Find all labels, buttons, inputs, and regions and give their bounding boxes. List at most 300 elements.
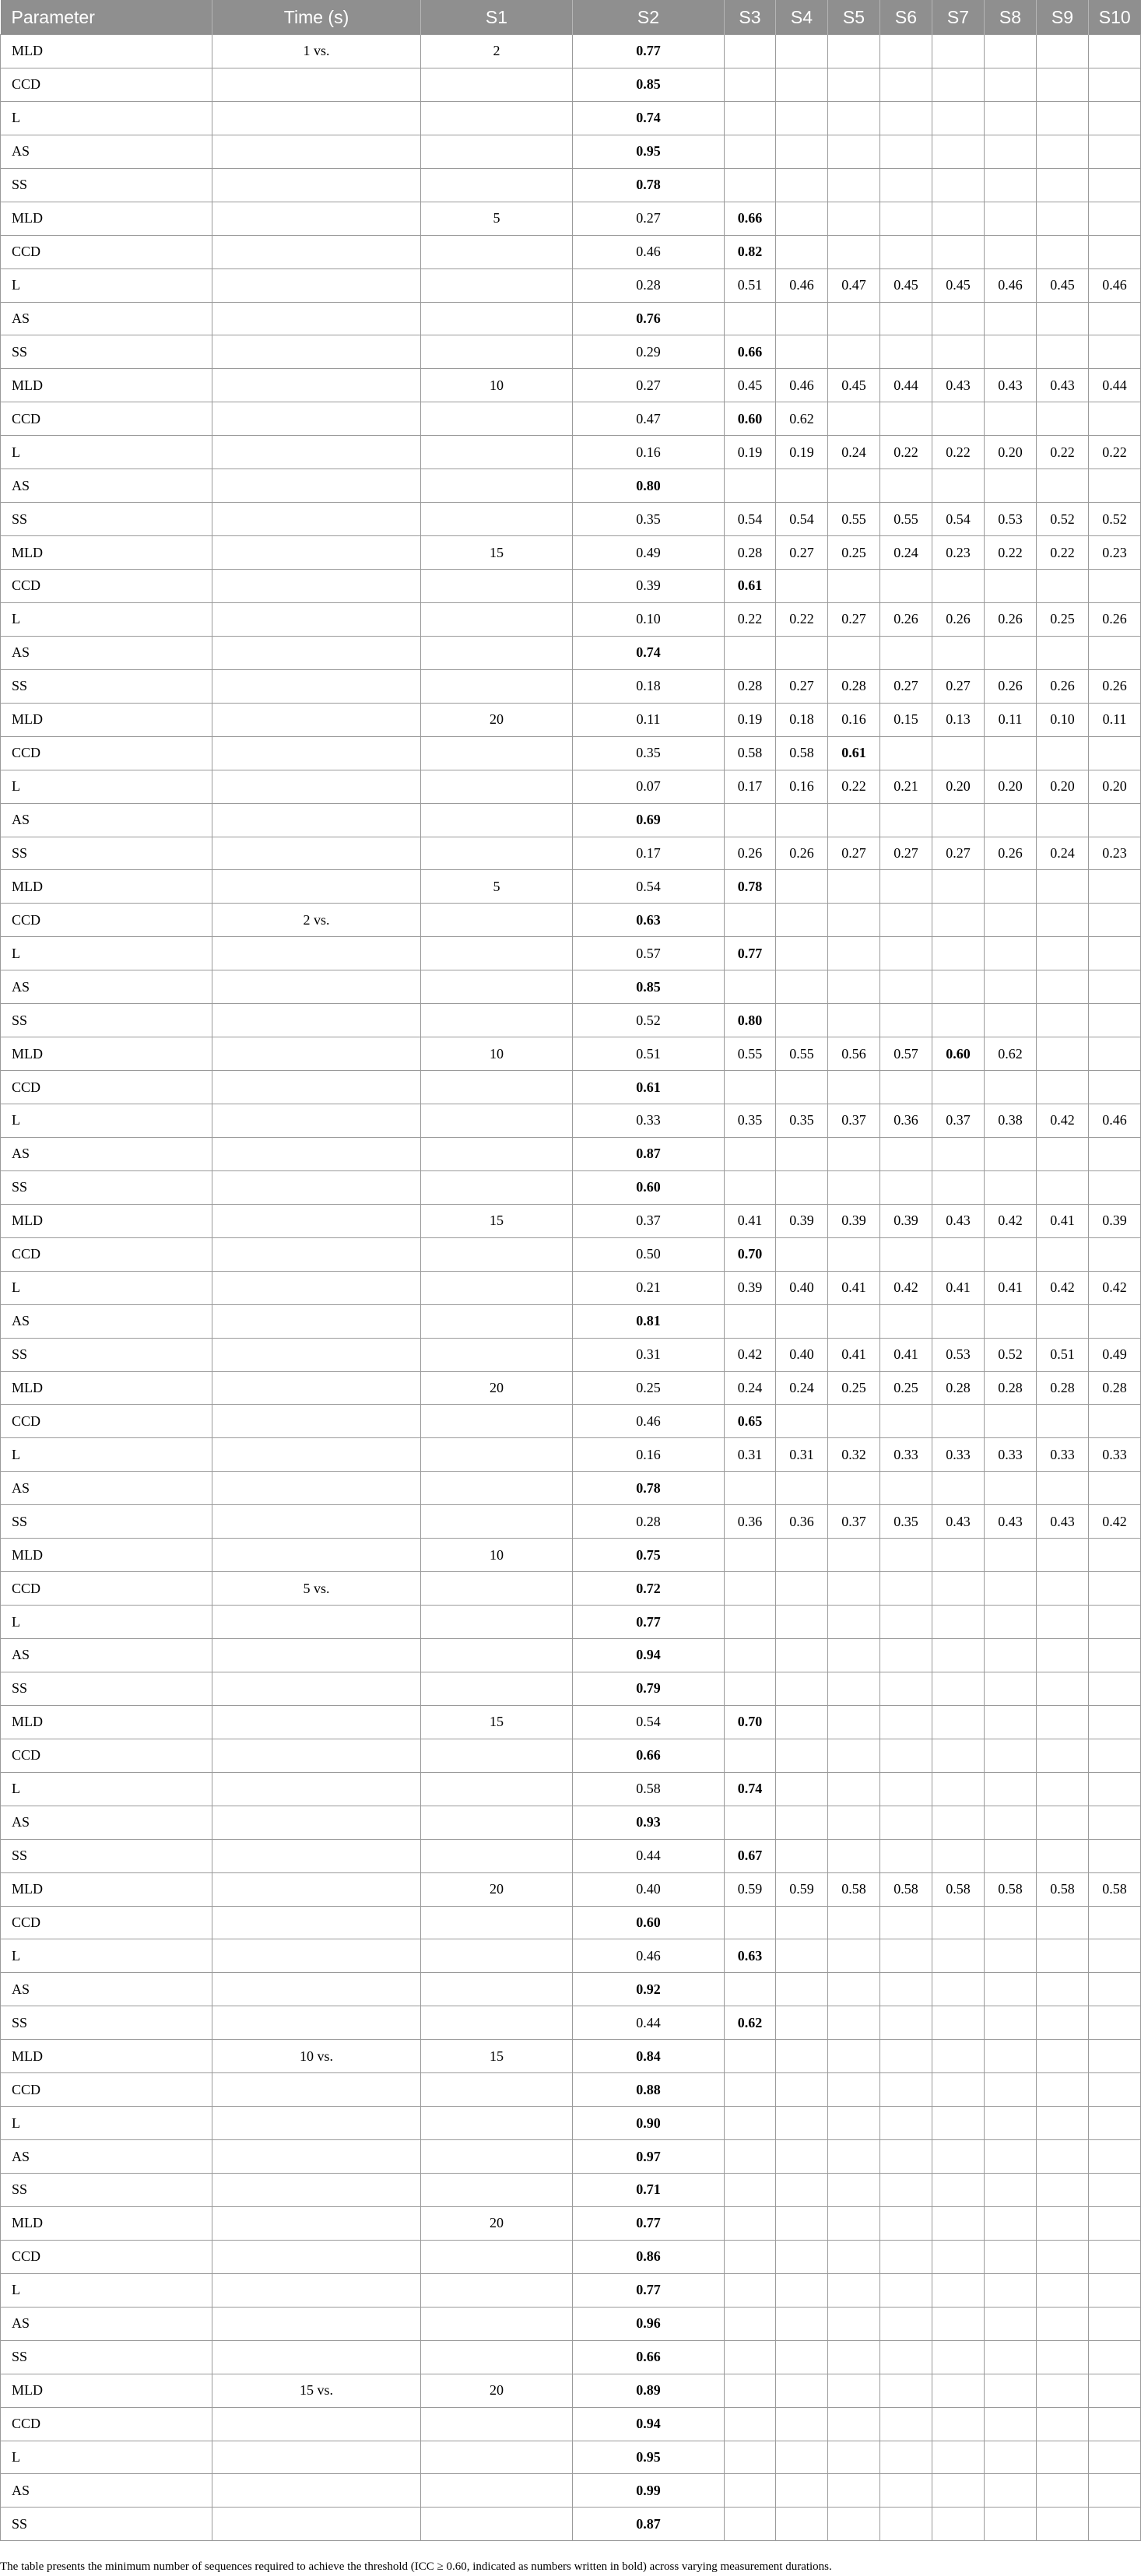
cell-s1 (421, 2240, 573, 2273)
cell-s5: 0.47 (828, 268, 880, 302)
cell-s3: 0.26 (725, 837, 776, 870)
cell-s9 (1037, 1539, 1089, 1572)
cell-s8 (985, 937, 1037, 970)
cell-s8 (985, 1405, 1037, 1438)
table-row (1, 1338, 1141, 1371)
header-s6: S6 (880, 0, 932, 35)
table-row (1, 803, 1141, 837)
cell-s5 (828, 2240, 880, 2273)
cell-parameter: CCD (1, 736, 212, 770)
cell-s6 (880, 168, 932, 202)
cell-time (212, 1772, 421, 1806)
cell-s8 (985, 2340, 1037, 2374)
cell-s4 (776, 2273, 828, 2307)
cell-s9 (1037, 302, 1089, 335)
cell-s1 (421, 1137, 573, 1170)
table-row (1, 2006, 1141, 2040)
cell-s3: 0.35 (725, 1104, 776, 1138)
cell-s10 (1089, 2407, 1141, 2441)
cell-s4 (776, 870, 828, 904)
cell-s9: 0.45 (1037, 268, 1089, 302)
cell-s5 (828, 2407, 880, 2441)
cell-s5 (828, 636, 880, 669)
cell-s8: 0.43 (985, 369, 1037, 402)
cell-time (212, 970, 421, 1004)
table-row (1, 268, 1141, 302)
table-row (1, 870, 1141, 904)
cell-s2: 0.88 (573, 2073, 725, 2107)
cell-s6 (880, 1705, 932, 1739)
cell-s2: 0.50 (573, 1237, 725, 1271)
cell-time (212, 1271, 421, 1304)
cell-s4: 0.54 (776, 503, 828, 536)
cell-s3: 0.31 (725, 1438, 776, 1472)
cell-s2: 0.66 (573, 1739, 725, 1772)
cell-s10 (1089, 302, 1141, 335)
cell-time (212, 1839, 421, 1872)
table-row (1, 302, 1141, 335)
cell-s8 (985, 1472, 1037, 1505)
cell-time (212, 1639, 421, 1672)
cell-s4 (776, 2307, 828, 2340)
cell-s5 (828, 2307, 880, 2340)
cell-s7 (932, 2140, 985, 2174)
cell-s2: 0.44 (573, 2006, 725, 2040)
cell-s10 (1089, 2273, 1141, 2307)
cell-time: 1 vs. (212, 35, 421, 68)
cell-s8: 0.22 (985, 536, 1037, 570)
cell-s5 (828, 402, 880, 436)
cell-s2: 0.27 (573, 369, 725, 402)
cell-s5 (828, 2040, 880, 2073)
cell-parameter: SS (1, 1338, 212, 1371)
cell-s1: 15 (421, 1705, 573, 1739)
cell-s2: 0.16 (573, 436, 725, 469)
cell-s7 (932, 1739, 985, 1772)
cell-s5 (828, 2006, 880, 2040)
cell-parameter: AS (1, 803, 212, 837)
cell-s7: 0.43 (932, 369, 985, 402)
cell-s1 (421, 770, 573, 803)
cell-s9: 0.43 (1037, 1505, 1089, 1539)
table-row (1, 669, 1141, 703)
cell-s10 (1089, 2073, 1141, 2107)
cell-s6 (880, 803, 932, 837)
cell-s4: 0.27 (776, 536, 828, 570)
cell-s5: 0.58 (828, 1872, 880, 1906)
cell-s1 (421, 402, 573, 436)
cell-s3 (725, 2240, 776, 2273)
cell-s3: 0.17 (725, 770, 776, 803)
cell-s8 (985, 469, 1037, 503)
cell-s6 (880, 1939, 932, 1973)
cell-s2: 0.92 (573, 1973, 725, 2006)
cell-time (212, 837, 421, 870)
cell-s10 (1089, 101, 1141, 135)
cell-s4 (776, 2040, 828, 2073)
cell-parameter: AS (1, 1304, 212, 1338)
cell-s3 (725, 2140, 776, 2174)
cell-s10 (1089, 636, 1141, 669)
cell-s9 (1037, 1405, 1089, 1438)
cell-s3 (725, 2073, 776, 2107)
cell-s7 (932, 35, 985, 68)
cell-s6: 0.24 (880, 536, 932, 570)
cell-s5 (828, 235, 880, 268)
cell-s5: 0.37 (828, 1104, 880, 1138)
cell-s10 (1089, 1939, 1141, 1973)
cell-s1 (421, 970, 573, 1004)
cell-s8: 0.11 (985, 703, 1037, 736)
cell-s8 (985, 2240, 1037, 2273)
cell-time (212, 402, 421, 436)
cell-s1 (421, 2441, 573, 2474)
cell-s1 (421, 2107, 573, 2140)
cell-s9 (1037, 469, 1089, 503)
cell-s6 (880, 1572, 932, 1606)
cell-s1: 15 (421, 1204, 573, 1237)
cell-s9 (1037, 235, 1089, 268)
cell-parameter: CCD (1, 68, 212, 101)
cell-time (212, 1438, 421, 1472)
cell-s3 (725, 636, 776, 669)
cell-s6 (880, 904, 932, 937)
cell-s3 (725, 1170, 776, 1204)
cell-s3 (725, 1973, 776, 2006)
cell-s5 (828, 1939, 880, 1973)
cell-time (212, 1004, 421, 1037)
cell-parameter: SS (1, 1505, 212, 1539)
cell-s7 (932, 1572, 985, 1606)
cell-s8: 0.28 (985, 1371, 1037, 1405)
cell-parameter: CCD (1, 570, 212, 603)
cell-s3 (725, 469, 776, 503)
cell-s8 (985, 1739, 1037, 1772)
cell-s1: 20 (421, 703, 573, 736)
cell-s5: 0.61 (828, 736, 880, 770)
cell-parameter: MLD (1, 202, 212, 235)
cell-s9 (1037, 570, 1089, 603)
cell-s5 (828, 803, 880, 837)
cell-s1: 20 (421, 1872, 573, 1906)
cell-s5 (828, 469, 880, 503)
cell-s6: 0.35 (880, 1505, 932, 1539)
cell-s10 (1089, 1137, 1141, 1170)
cell-s1 (421, 1271, 573, 1304)
cell-s8 (985, 2140, 1037, 2174)
cell-s1 (421, 1438, 573, 1472)
cell-time (212, 2206, 421, 2240)
cell-s7 (932, 2407, 985, 2441)
cell-s2: 0.25 (573, 1371, 725, 1405)
cell-s2: 0.11 (573, 703, 725, 736)
cell-s9: 0.22 (1037, 536, 1089, 570)
cell-s6: 0.58 (880, 1872, 932, 1906)
cell-s5 (828, 2340, 880, 2374)
cell-s7 (932, 2273, 985, 2307)
cell-time (212, 703, 421, 736)
cell-s3 (725, 1071, 776, 1104)
cell-s8 (985, 202, 1037, 235)
table-row (1, 1237, 1141, 1271)
cell-s6 (880, 1137, 932, 1170)
cell-time (212, 2508, 421, 2541)
cell-s6: 0.36 (880, 1104, 932, 1138)
cell-time (212, 1472, 421, 1505)
cell-s8 (985, 302, 1037, 335)
cell-s7 (932, 1839, 985, 1872)
cell-time (212, 2307, 421, 2340)
cell-s3 (725, 68, 776, 101)
cell-parameter: CCD (1, 2407, 212, 2441)
cell-parameter: SS (1, 1839, 212, 1872)
cell-s5 (828, 1405, 880, 1438)
cell-s6: 0.42 (880, 1271, 932, 1304)
table-row (1, 1505, 1141, 1539)
cell-s10 (1089, 736, 1141, 770)
cell-s2: 0.94 (573, 2407, 725, 2441)
cell-s2: 0.57 (573, 937, 725, 970)
cell-s7 (932, 1237, 985, 1271)
cell-s3 (725, 2273, 776, 2307)
cell-s10 (1089, 1405, 1141, 1438)
cell-s10: 0.28 (1089, 1371, 1141, 1405)
table-row (1, 2508, 1141, 2541)
cell-s3 (725, 2340, 776, 2374)
cell-s6 (880, 202, 932, 235)
cell-s9 (1037, 1839, 1089, 1872)
cell-s5 (828, 2174, 880, 2207)
cell-s2: 0.95 (573, 135, 725, 168)
cell-s6 (880, 1472, 932, 1505)
cell-s4 (776, 335, 828, 369)
table-row (1, 2307, 1141, 2340)
cell-s1: 20 (421, 2206, 573, 2240)
cell-parameter: AS (1, 135, 212, 168)
cell-s4 (776, 35, 828, 68)
cell-s1 (421, 570, 573, 603)
cell-s6 (880, 1772, 932, 1806)
cell-s10: 0.22 (1089, 436, 1141, 469)
cell-parameter: SS (1, 2174, 212, 2207)
table-row (1, 2174, 1141, 2207)
cell-s9: 0.22 (1037, 436, 1089, 469)
cell-s9 (1037, 803, 1089, 837)
cell-s10 (1089, 1472, 1141, 1505)
cell-s9 (1037, 2240, 1089, 2273)
cell-parameter: MLD (1, 1539, 212, 1572)
cell-s4 (776, 1004, 828, 1037)
cell-s3: 0.58 (725, 736, 776, 770)
cell-s3 (725, 2206, 776, 2240)
cell-s8 (985, 1806, 1037, 1839)
cell-s8: 0.26 (985, 837, 1037, 870)
table-row (1, 536, 1141, 570)
cell-s8: 0.53 (985, 503, 1037, 536)
cell-s6: 0.26 (880, 602, 932, 636)
header-s2: S2 (573, 0, 725, 35)
cell-s5 (828, 904, 880, 937)
cell-s3: 0.70 (725, 1237, 776, 1271)
cell-s6 (880, 2307, 932, 2340)
cell-s2: 0.99 (573, 2474, 725, 2508)
cell-time (212, 503, 421, 536)
cell-s10 (1089, 1004, 1141, 1037)
cell-s1: 20 (421, 1371, 573, 1405)
cell-s6: 0.25 (880, 1371, 932, 1405)
cell-s6 (880, 1806, 932, 1839)
cell-s10: 0.26 (1089, 602, 1141, 636)
cell-s5 (828, 1539, 880, 1572)
cell-s3: 0.24 (725, 1371, 776, 1405)
cell-s5 (828, 2273, 880, 2307)
cell-s6: 0.27 (880, 837, 932, 870)
cell-s7 (932, 2374, 985, 2407)
cell-s4: 0.40 (776, 1271, 828, 1304)
table-row (1, 2340, 1141, 2374)
cell-parameter: CCD (1, 1906, 212, 1939)
cell-s5: 0.32 (828, 1438, 880, 1472)
cell-s9 (1037, 2174, 1089, 2207)
cell-s3 (725, 2441, 776, 2474)
cell-s9 (1037, 2040, 1089, 2073)
cell-s9 (1037, 202, 1089, 235)
cell-s3 (725, 1572, 776, 1606)
cell-parameter: CCD (1, 402, 212, 436)
cell-parameter: L (1, 101, 212, 135)
cell-s8 (985, 970, 1037, 1004)
cell-s6 (880, 2374, 932, 2407)
cell-s5 (828, 1572, 880, 1606)
cell-s2: 0.47 (573, 402, 725, 436)
cell-parameter: MLD (1, 536, 212, 570)
cell-s7: 0.54 (932, 503, 985, 536)
cell-s7 (932, 302, 985, 335)
cell-s3 (725, 1539, 776, 1572)
cell-s1 (421, 335, 573, 369)
cell-s10 (1089, 1071, 1141, 1104)
cell-time (212, 1304, 421, 1338)
cell-s1 (421, 1606, 573, 1639)
cell-s6 (880, 1071, 932, 1104)
cell-s4 (776, 1973, 828, 2006)
cell-s3: 0.65 (725, 1405, 776, 1438)
cell-s5 (828, 1739, 880, 1772)
cell-s3: 0.74 (725, 1772, 776, 1806)
cell-s2: 0.95 (573, 2441, 725, 2474)
table-row (1, 602, 1141, 636)
table-row (1, 1271, 1141, 1304)
cell-s10 (1089, 2107, 1141, 2140)
cell-s1 (421, 235, 573, 268)
cell-time (212, 1705, 421, 1739)
cell-time (212, 2407, 421, 2441)
cell-time (212, 268, 421, 302)
cell-s6 (880, 101, 932, 135)
cell-parameter: CCD (1, 904, 212, 937)
cell-time: 5 vs. (212, 1572, 421, 1606)
cell-s2: 0.78 (573, 168, 725, 202)
cell-s7 (932, 1405, 985, 1438)
cell-s5: 0.41 (828, 1338, 880, 1371)
cell-s10: 0.49 (1089, 1338, 1141, 1371)
cell-parameter: AS (1, 1806, 212, 1839)
cell-s7 (932, 1004, 985, 1037)
cell-s6: 0.57 (880, 1037, 932, 1071)
cell-parameter: MLD (1, 703, 212, 736)
cell-s10: 0.20 (1089, 770, 1141, 803)
header-s4: S4 (776, 0, 828, 35)
cell-s8 (985, 2174, 1037, 2207)
cell-s10 (1089, 1639, 1141, 1672)
cell-s1 (421, 503, 573, 536)
cell-s5 (828, 2073, 880, 2107)
table-row (1, 1906, 1141, 1939)
cell-s3: 0.36 (725, 1505, 776, 1539)
cell-s6 (880, 1237, 932, 1271)
cell-s4 (776, 2240, 828, 2273)
cell-s5 (828, 2140, 880, 2174)
cell-s7 (932, 1939, 985, 1973)
cell-s8: 0.62 (985, 1037, 1037, 1071)
cell-s4 (776, 904, 828, 937)
cell-s9 (1037, 2307, 1089, 2340)
cell-s10 (1089, 202, 1141, 235)
cell-time (212, 1137, 421, 1170)
cell-s9 (1037, 2206, 1089, 2240)
cell-s10 (1089, 2508, 1141, 2541)
cell-s10: 0.58 (1089, 1872, 1141, 1906)
cell-s1 (421, 1004, 573, 1037)
cell-time (212, 1906, 421, 1939)
cell-s9: 0.20 (1037, 770, 1089, 803)
cell-time (212, 1237, 421, 1271)
cell-s10 (1089, 68, 1141, 101)
cell-s6 (880, 135, 932, 168)
cell-time (212, 1672, 421, 1705)
cell-parameter: MLD (1, 1705, 212, 1739)
cell-s9 (1037, 1806, 1089, 1839)
cell-s8 (985, 636, 1037, 669)
table-row (1, 135, 1141, 168)
cell-s4 (776, 1572, 828, 1606)
header-time: Time (s) (212, 0, 421, 35)
cell-s8: 0.43 (985, 1505, 1037, 1539)
table-row (1, 904, 1141, 937)
cell-s2: 0.33 (573, 1104, 725, 1138)
cell-s3 (725, 1739, 776, 1772)
cell-time (212, 135, 421, 168)
cell-parameter: L (1, 1271, 212, 1304)
cell-parameter: L (1, 770, 212, 803)
cell-s9 (1037, 1004, 1089, 1037)
cell-s7 (932, 1772, 985, 1806)
table-row (1, 2240, 1141, 2273)
cell-s2: 0.16 (573, 1438, 725, 1472)
cell-parameter: CCD (1, 1572, 212, 1606)
cell-s2: 0.35 (573, 503, 725, 536)
cell-parameter: L (1, 1438, 212, 1472)
table-row (1, 770, 1141, 803)
cell-s8 (985, 235, 1037, 268)
cell-s9 (1037, 1137, 1089, 1170)
table-row (1, 1071, 1141, 1104)
cell-s7 (932, 335, 985, 369)
cell-s4 (776, 302, 828, 335)
cell-s9 (1037, 970, 1089, 1004)
cell-time (212, 803, 421, 837)
cell-s3: 0.61 (725, 570, 776, 603)
